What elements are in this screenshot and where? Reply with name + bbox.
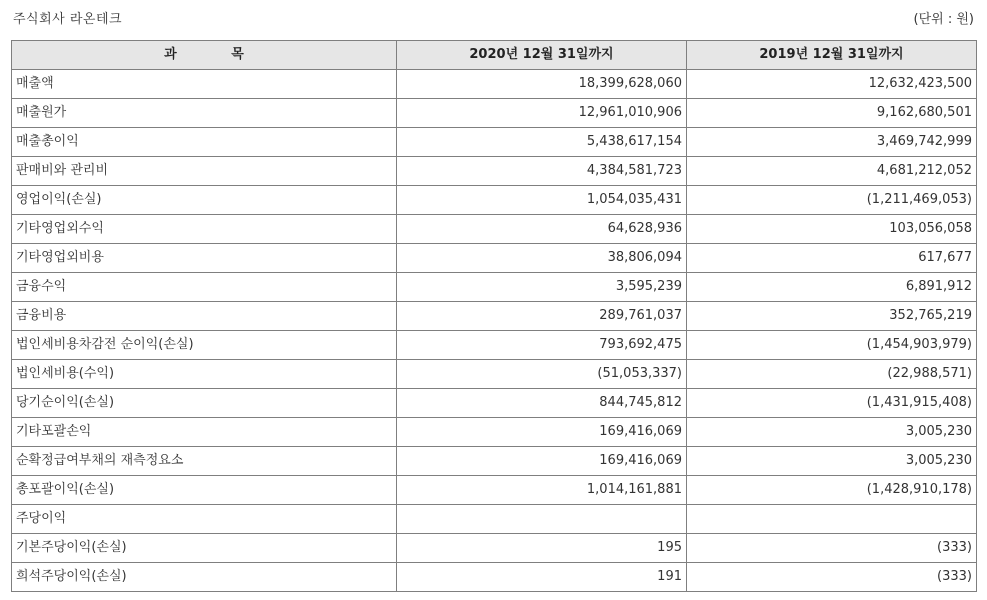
unit-label: (단위 : 원): [913, 12, 974, 27]
row-label: 주당이익: [12, 505, 397, 534]
row-label: 기타포괄손익: [12, 418, 397, 447]
table-row: [12, 244, 977, 273]
row-label: 기본주당이익(손실): [12, 534, 397, 563]
row-label: 총포괄이익(손실): [12, 476, 397, 505]
row-label: 매출원가: [12, 99, 397, 128]
value-2020: 18,399,628,060: [397, 70, 687, 99]
value-2019: 3,469,742,999: [687, 128, 977, 157]
value-2020: 289,761,037: [397, 302, 687, 331]
value-2019: 617,677: [687, 244, 977, 273]
column-header-subject: 과 목: [12, 41, 397, 70]
table-row: [12, 331, 977, 360]
value-2020: 3,595,239: [397, 273, 687, 302]
row-label: 매출총이익: [12, 128, 397, 157]
row-label: 기타영업외비용: [12, 244, 397, 273]
table-row: [12, 157, 977, 186]
row-label: 기타영업외수익: [12, 215, 397, 244]
value-2019: 3,005,230: [687, 418, 977, 447]
table-row: [12, 389, 977, 418]
value-2019: 3,005,230: [687, 447, 977, 476]
table-row: [12, 360, 977, 389]
row-label: 순확정급여부채의 재측정요소: [12, 447, 397, 476]
table-row: [12, 563, 977, 592]
table-row: [12, 447, 977, 476]
table-row: [12, 418, 977, 447]
table-row: [12, 273, 977, 302]
value-2019: 9,162,680,501: [687, 99, 977, 128]
table-row: [12, 186, 977, 215]
table-row: [12, 505, 977, 534]
row-label: 금융수익: [12, 273, 397, 302]
company-name: 주식회사 라온테크: [13, 12, 123, 27]
table-row: [12, 215, 977, 244]
value-2019: (333): [687, 563, 977, 592]
column-header-2020: 2020년 12월 31일까지: [397, 41, 687, 70]
document-header: [0, 0, 987, 40]
value-2020: 169,416,069: [397, 447, 687, 476]
value-2020: 191: [397, 563, 687, 592]
row-label: 법인세비용차감전 순이익(손실): [12, 331, 397, 360]
value-2019: 4,681,212,052: [687, 157, 977, 186]
row-label: 판매비와 관리비: [12, 157, 397, 186]
table-row: [12, 534, 977, 563]
column-header-2019: 2019년 12월 31일까지: [687, 41, 977, 70]
row-label: 법인세비용(수익): [12, 360, 397, 389]
value-2019: 6,891,912: [687, 273, 977, 302]
value-2020: 844,745,812: [397, 389, 687, 418]
table-row: [12, 99, 977, 128]
value-2020: 195: [397, 534, 687, 563]
value-2020: 169,416,069: [397, 418, 687, 447]
value-2020: 1,014,161,881: [397, 476, 687, 505]
value-2020: 1,054,035,431: [397, 186, 687, 215]
table-row: [12, 128, 977, 157]
value-2019: (1,431,915,408): [687, 389, 977, 418]
value-2020: 5,438,617,154: [397, 128, 687, 157]
row-label: 영업이익(손실): [12, 186, 397, 215]
value-2019: (333): [687, 534, 977, 563]
value-2019: 103,056,058: [687, 215, 977, 244]
table-row: [12, 302, 977, 331]
value-2020: 793,692,475: [397, 331, 687, 360]
income-statement-table: [11, 40, 977, 592]
value-2019: (1,454,903,979): [687, 331, 977, 360]
table-body: [12, 70, 977, 592]
value-2019: [687, 505, 977, 534]
row-label: 금융비용: [12, 302, 397, 331]
value-2019: (1,428,910,178): [687, 476, 977, 505]
value-2020: (51,053,337): [397, 360, 687, 389]
table-row: [12, 476, 977, 505]
row-label: 당기순이익(손실): [12, 389, 397, 418]
value-2020: 4,384,581,723: [397, 157, 687, 186]
row-label: 매출액: [12, 70, 397, 99]
value-2019: (1,211,469,053): [687, 186, 977, 215]
value-2019: 352,765,219: [687, 302, 977, 331]
value-2019: (22,988,571): [687, 360, 977, 389]
value-2019: 12,632,423,500: [687, 70, 977, 99]
table-row: [12, 70, 977, 99]
value-2020: [397, 505, 687, 534]
table-header-row: [12, 41, 977, 70]
row-label: 희석주당이익(손실): [12, 563, 397, 592]
value-2020: 38,806,094: [397, 244, 687, 273]
value-2020: 12,961,010,906: [397, 99, 687, 128]
value-2020: 64,628,936: [397, 215, 687, 244]
